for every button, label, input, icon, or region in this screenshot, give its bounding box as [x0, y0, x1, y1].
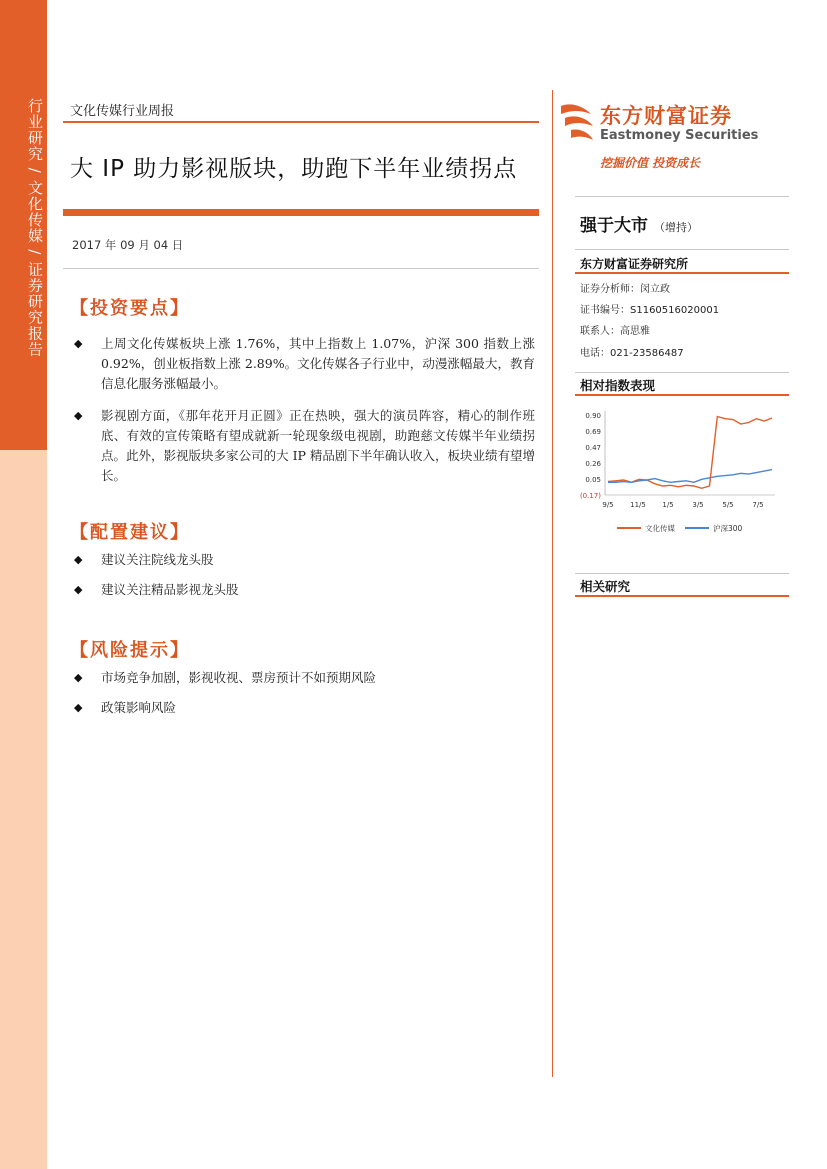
doc-type: 文化传媒行业周报	[70, 104, 175, 119]
brand-name-en: Eastmoney Securities	[600, 128, 759, 143]
bullet-text: 建议关注院线龙头股	[101, 552, 214, 567]
relative-index-chart	[575, 405, 789, 540]
column-divider	[552, 90, 553, 1077]
list-item	[70, 668, 535, 688]
legend-label: 沪深300	[713, 524, 743, 533]
list-item	[70, 550, 535, 570]
brand-slogan: 挖掘价值 投资成长	[600, 156, 701, 170]
header-rule	[63, 121, 539, 123]
sidebar-label: 行业研究 / 文化传媒 / 证券研究报告	[26, 98, 44, 358]
chart-title-rule	[575, 394, 789, 396]
x-tick-label: 1/5	[662, 501, 674, 509]
related-top-rule	[575, 573, 789, 574]
legend-label: 文化传媒	[645, 524, 675, 533]
x-tick-label: 11/5	[630, 501, 646, 509]
rating-top-rule	[575, 196, 789, 197]
investment-heading: 【投资要点】	[70, 298, 190, 319]
y-tick-label: 0.26	[585, 460, 601, 468]
rating-bottom-rule	[575, 249, 789, 250]
list-item	[70, 580, 535, 600]
institute-name: 东方财富证券研究所	[580, 257, 689, 271]
title-rule	[63, 209, 539, 216]
related-rule	[575, 595, 789, 597]
allocation-list	[70, 550, 535, 600]
y-tick-label: 0.69	[585, 428, 601, 436]
list-item	[70, 698, 535, 718]
chart-top-rule	[575, 372, 789, 373]
diamond-bullet-icon: ◆	[74, 409, 83, 422]
brand-name-cn: 东方财富证券	[600, 104, 732, 128]
diamond-bullet-icon: ◆	[74, 701, 83, 714]
x-tick-label: 7/5	[752, 501, 764, 509]
x-tick-label: 3/5	[692, 501, 704, 509]
y-tick-label: 0.05	[585, 476, 601, 484]
y-tick-label: (0.17)	[579, 492, 601, 500]
series-line-hs300	[608, 470, 772, 483]
risk-list	[70, 668, 535, 718]
diamond-bullet-icon: ◆	[74, 671, 83, 684]
related-research-title: 相关研究	[580, 579, 631, 594]
diamond-bullet-icon: ◆	[74, 553, 83, 566]
rating-label: 强于大市	[580, 216, 648, 236]
list-item	[70, 406, 535, 486]
bullet-text: 上周文化传媒板块上涨 1.76%，其中上指数上 1.07%，沪深 300 指数上涨 0.92%，创业板指数上涨 2.89%。文化传媒各子行业中，动漫涨幅最大，教育信息化服务涨幅最小。	[101, 336, 535, 391]
diamond-bullet-icon: ◆	[74, 337, 83, 350]
x-tick-label: 5/5	[722, 501, 734, 509]
series-line-culture-media	[608, 417, 772, 489]
x-tick-label: 9/5	[602, 501, 614, 509]
analyst: 证券分析师：闵立政	[580, 284, 670, 295]
allocation-heading: 【配置建议】	[70, 522, 190, 543]
bullet-text: 政策影响风险	[101, 700, 177, 715]
risk-heading: 【风险提示】	[70, 640, 190, 661]
sidebar-bottom-band	[0, 450, 47, 1169]
list-item	[70, 334, 535, 394]
bullet-text: 市场竞争加剧，影视收视、票房预计不如预期风险	[101, 670, 377, 685]
page-title: 大 IP 助力影视版块，助跑下半年业绩拐点	[70, 156, 518, 182]
report-date: 2017 年 09 月 04 日	[72, 238, 184, 252]
chart-title: 相对指数表现	[580, 378, 656, 393]
investment-list	[70, 334, 535, 486]
eastmoney-logo-icon	[557, 100, 599, 146]
date-rule	[63, 268, 539, 269]
contact: 联系人：高思雅	[580, 326, 650, 337]
bullet-text: 影视剧方面，《那年花开月正圆》正在热映，强大的演员阵容，精心的制作班底、有效的宣传策略有望成就新一轮现象级电视剧，助跑慈文传媒半年业绩拐点。此外，影视版块多家公司的大 IP 精品剧下半年确认收入，板块业绩有望增长。	[101, 408, 535, 483]
y-tick-label: 0.90	[585, 412, 601, 420]
institute-rule	[575, 272, 789, 274]
phone: 电话：021-23586487	[580, 348, 684, 359]
rating-sub: （增持）	[654, 221, 698, 234]
y-tick-label: 0.47	[585, 444, 601, 452]
cert-number: 证书编号：S1160516020001	[580, 305, 720, 316]
rating-box	[580, 211, 698, 236]
bullet-text: 建议关注精品影视龙头股	[101, 582, 239, 597]
diamond-bullet-icon: ◆	[74, 583, 83, 596]
